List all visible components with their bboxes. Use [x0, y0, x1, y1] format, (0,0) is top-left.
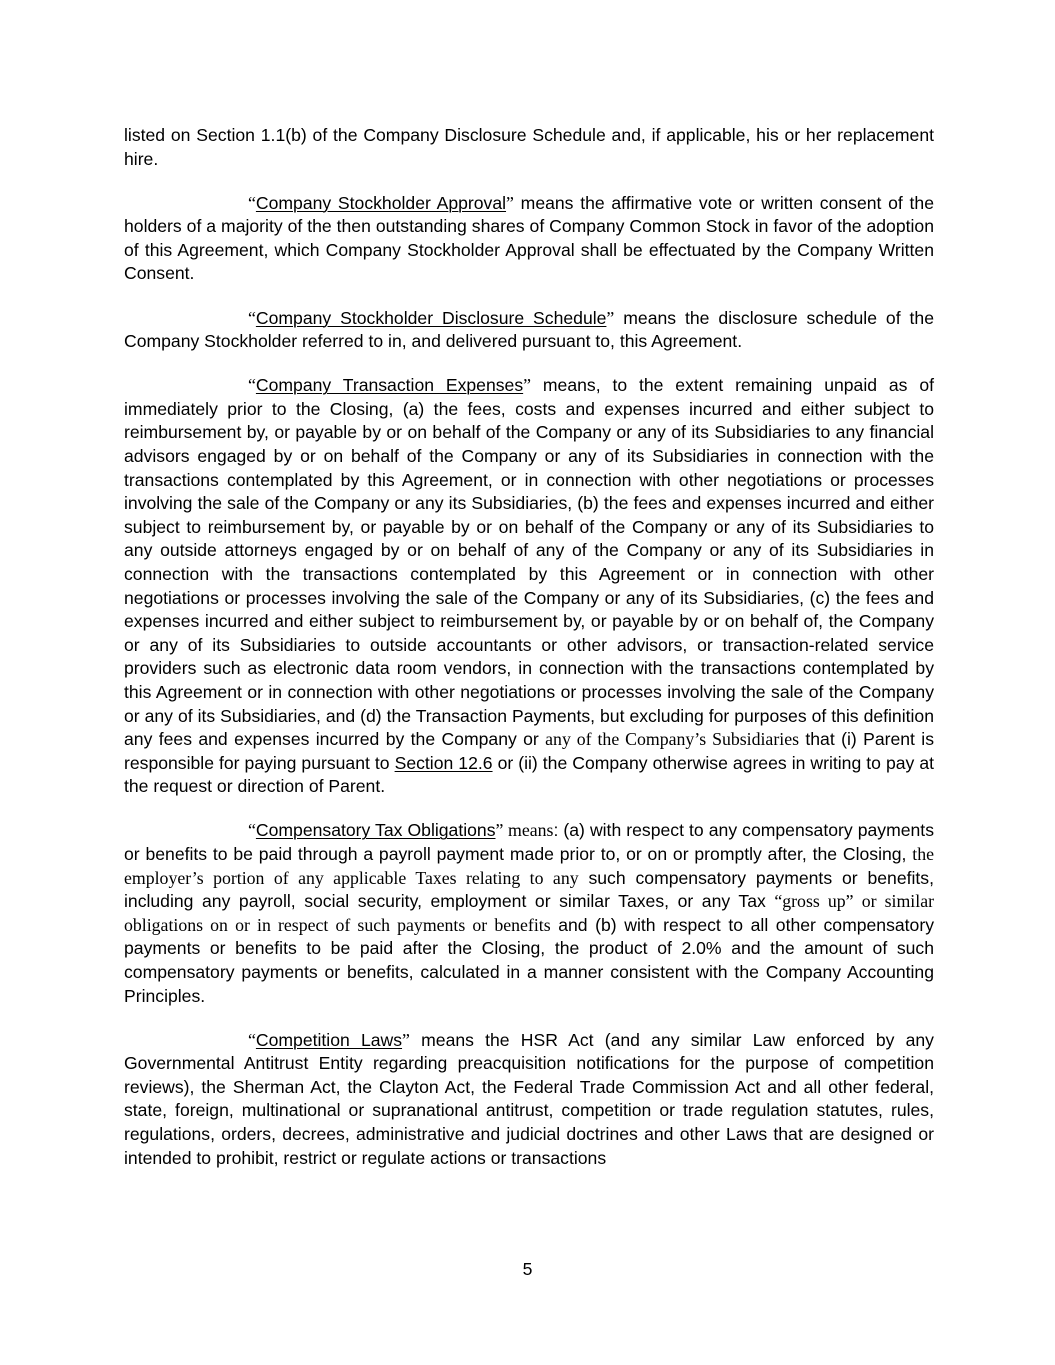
definition-text: means the disclosure schedule of the Company Stockholder referred to in, and delivered pursuant to, this Agreement. — [124, 307, 934, 352]
definition-text: means the HSR Act (and any similar Law enforced by any Governmental Antitrust Entity regarding preacquisition notifications for the purpose of competition reviews), the Sherman Act, the Clayton Act, the Federal Trade Commission Act and all other federal, state, foreign, multinational or supranational antitrust, competition or trade regulation statutes, rules, regulations, orders, decrees, administrative and judicial doctrines and other Laws that are designed or intended to prohibit, restrict or regulate actions or transactions — [124, 1029, 934, 1168]
definition-text: : (a) with respect to any compensatory payments or benefits to be paid through a payroll payment made prior to, or on or promptly after, the Closing, — [124, 820, 934, 865]
open-quote: “ — [248, 307, 256, 328]
definition-text: such compensatory payments or benefits, including any payroll, social security, employment or similar Taxes, or any Tax — [124, 867, 934, 912]
definition-text-serif: means — [503, 820, 554, 841]
definition-company-stockholder-disclosure-schedule — [124, 307, 934, 354]
open-quote: “ — [248, 375, 256, 396]
definition-text: means the affirmative vote or written consent of the holders of a majority of the then outstanding shares of Company Common Stock in favor of the adoption of this Agreement, which Company Stockholder Approval shall be effectuated by the Company Written Consent. — [124, 192, 934, 284]
close-quote: ” — [402, 1029, 410, 1050]
definition-text-serif: any of the Company’s Subsidiaries — [545, 729, 800, 750]
paragraph-text: listed on Section 1.1(b) of the Company Disclosure Schedule and, if applicable, his or her replacement hire. — [124, 125, 934, 169]
definition-text: means, to the extent remaining unpaid as of immediately prior to the Closing, (a) the fees, costs and expenses incurred and either subject to reimbursement by, or payable by or on behalf of the Company or any of its Subsidiaries to any financial advisors engaged by or on behalf of the Company or any of its Subsidiaries in connection with the transactions contemplated by this Agreement, or in connection with other negotiations or processes involving the sale of the Company or any its Subsidiaries, (b) the fees and expenses incurred and either subject to reimbursement by, or payable by or on behalf of the Company or any of its Subsidiaries to any outside attorneys engaged by or on behalf of any of the Company or any of its Subsidiaries in connection with the transactions contemplated by this Agreement or in connection with other negotiations or processes involving the sale of the Company or any of its Subsidiaries, (c) the fees and expenses incurred and either subject to reimbursement by, or payable by or on behalf of, the Company or any of its Subsidiaries to outside accountants or other advisors, or transaction-related service providers such as electronic data room vendors, in connection with the transactions contemplated by this Agreement or in connection with other negotiations or processes involving the sale of the Company or any of its Subsidiaries, and (d) the Transaction Payments, but excluding for purposes of this definition any fees and expenses incurred by the Company or — [124, 375, 934, 750]
definition-company-stockholder-approval — [124, 192, 934, 286]
defined-term: Company Stockholder Approval — [255, 192, 507, 213]
definition-text: or (ii) the Company otherwise agrees in writing to pay at the request or direction of Parent. — [124, 752, 935, 797]
section-cross-reference: Section 12.6 — [394, 752, 493, 773]
page-number: 5 — [522, 1259, 533, 1279]
open-quote: “ — [248, 820, 256, 841]
close-quote: ” — [606, 307, 615, 328]
definition-text: and (b) with respect to all other compensatory payments or benefits to be paid after the Closing, the product of 2.0% and the amount of such compensatory payments or benefits, calculated in a manner consistent with the Company Accounting Principles. — [124, 914, 934, 1006]
definition-compensatory-tax-obligations — [124, 819, 934, 1008]
close-quote: ” — [506, 192, 514, 213]
defined-term: Company Transaction Expenses — [255, 375, 524, 396]
defined-term: Compensatory Tax Obligations — [255, 820, 496, 841]
definition-company-transaction-expenses — [124, 374, 934, 799]
definition-text: that (i) Parent is responsible for paying pursuant to — [124, 729, 935, 773]
document-body — [124, 124, 934, 1191]
open-quote: “ — [248, 1029, 256, 1050]
definition-competition-laws — [124, 1029, 934, 1171]
close-quote: ” — [523, 375, 532, 396]
definition-text-serif: the employer’s portion of any applicable Taxes relating to any — [124, 844, 934, 888]
open-quote: “ — [248, 192, 256, 213]
close-quote: ” — [495, 820, 504, 841]
defined-term: Competition Laws — [255, 1029, 403, 1050]
definition-text-serif: “gross up” or similar obligations on or in respect of such payments or benefits — [124, 891, 935, 935]
paragraph-continuation — [124, 124, 934, 171]
defined-term: Company Stockholder Disclosure Schedule — [255, 307, 607, 328]
